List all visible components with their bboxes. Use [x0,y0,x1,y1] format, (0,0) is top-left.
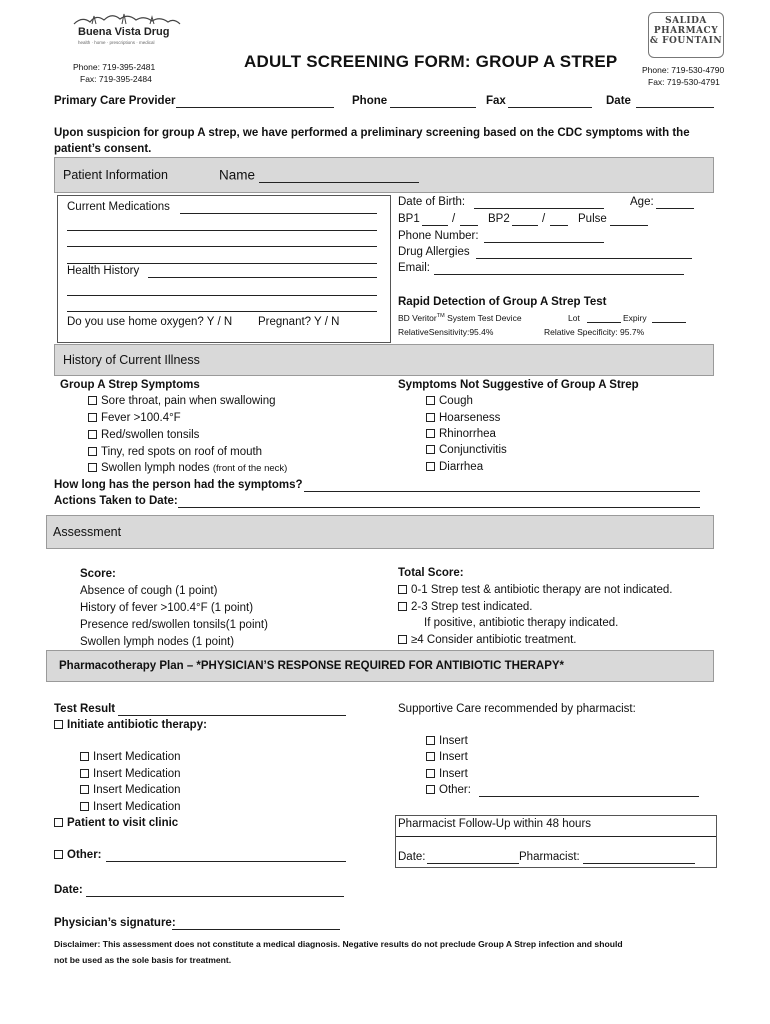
right-logo-line-1: SALIDA [665,16,707,26]
followup-divider [396,836,716,837]
medication-option[interactable]: Insert Medication [80,801,181,813]
medication-option[interactable]: Insert Medication [80,768,181,780]
score-item: Absence of cough (1 point) [80,585,218,597]
actions-field[interactable] [178,507,700,508]
duration-field[interactable] [304,491,700,492]
medications-field-3[interactable] [67,246,377,247]
page-title: ADULT SCREENING FORM: GROUP A STREP [244,52,618,71]
checkbox[interactable] [426,752,435,761]
specificity-text: Relative Specificity: 95.7% [544,327,645,337]
checkbox[interactable] [426,785,435,794]
score-item: Swollen lymph nodes (1 point) [80,636,235,648]
expiry-field[interactable] [652,322,686,323]
supportive-other-option[interactable]: Other: [426,784,471,796]
bp1-slash: / [452,213,456,225]
checkbox[interactable] [426,396,435,405]
bp1-systolic-field[interactable] [422,225,448,226]
not-suggestive-item[interactable]: Hoarseness [426,412,500,424]
checkbox[interactable] [398,585,407,594]
group-a-item[interactable]: Tiny, red spots on roof of mouth [88,446,262,458]
patient-name-label: Name [219,167,256,183]
left-phone: Phone: 719-395-2481 [73,62,156,72]
followup-pharmacist-label: Pharmacist: [519,851,580,863]
health-history-label: Health History [67,265,140,277]
patient-name-field[interactable] [259,182,419,183]
supportive-option[interactable]: Insert [426,768,468,780]
medication-option[interactable]: Insert Medication [80,784,181,796]
supportive-other-field[interactable] [479,796,699,797]
medication-option[interactable]: Insert Medication [80,751,181,763]
other-plan-option[interactable]: Other: [54,849,102,861]
assessment-bar [46,515,714,549]
right-phone: Phone: 719-530-4790 [642,65,725,75]
total-score-indent-note: If positive, antibiotic therapy indicated. [424,617,619,629]
actions-label: Actions Taken to Date: [54,495,178,507]
pharmacotherapy-label: Pharmacotherapy Plan – *PHYSICIAN’S RESPONSE REQUIRED FOR ANTIBIOTIC THERAPY* [59,660,565,672]
checkbox[interactable] [88,396,97,405]
visit-clinic-option[interactable]: Patient to visit clinic [54,817,178,829]
drug-allergies-field[interactable] [476,258,692,259]
checkbox[interactable] [54,720,63,729]
right-fax: Fax: 719-530-4791 [648,77,720,87]
checkbox[interactable] [426,462,435,471]
expiry-label: Expiry [623,313,647,323]
right-logo-line-3: & FOUNTAIN [649,36,723,46]
drug-allergies-label: Drug Allergies [398,246,470,258]
provider-phone-label: Phone [352,95,388,107]
intro-line-2: patient’s consent. [54,143,152,155]
checkbox[interactable] [80,802,89,811]
total-score-option[interactable]: ≥4 Consider antibiotic treatment. [398,634,576,646]
left-logo-subtext: health · home · prescriptions · medical [78,40,155,45]
physician-signature-label: Physician’s signature: [54,917,176,929]
tree-line-icon [72,10,182,26]
followup-title: Pharmacist Follow-Up within 48 hours [398,818,592,830]
medications-field-4[interactable] [67,263,377,264]
current-medications-label: Current Medications [67,201,170,213]
total-score-option[interactable]: 2-3 Strep test indicated. [398,601,532,613]
pulse-field[interactable] [610,225,648,226]
age-label: Age: [630,196,654,208]
checkbox[interactable] [88,430,97,439]
provider-phone-field[interactable] [390,107,476,108]
checkbox[interactable] [88,447,97,456]
disclaimer-line-2: not be used as the sole basis for treatment. [54,955,232,965]
test-result-label: Test Result [54,703,116,715]
checkbox[interactable] [426,445,435,454]
intro-line-1: Upon suspicion for group A strep, we have performed a preliminary screening based on the CDC symptoms with the [54,127,690,139]
home-oxygen-question[interactable]: Do you use home oxygen? Y / N [67,316,233,328]
physician-signature-field[interactable] [172,929,340,930]
checkbox[interactable] [80,752,89,761]
lymph-note: (front of the neck) [212,463,288,474]
pregnant-question[interactable]: Pregnant? Y / N [258,316,340,328]
checkbox[interactable] [426,769,435,778]
checkbox[interactable] [54,850,63,859]
medications-field-1[interactable] [180,213,377,214]
checkbox[interactable] [88,463,97,472]
checkbox[interactable] [426,429,435,438]
group-a-item[interactable]: Sore throat, pain when swallowing [88,395,276,407]
patient-info-label: Patient Information [63,168,168,182]
not-suggestive-item[interactable]: Conjunctivitis [426,444,507,456]
pharmacotherapy-bar [46,650,714,682]
not-suggestive-title: Symptoms Not Suggestive of Group A Strep [398,379,639,391]
history-bar [54,344,714,376]
device-tm: TM [436,313,445,320]
footer-date-label: Date: [54,884,83,896]
health-history-field-1[interactable] [148,277,377,278]
sensitivity-text: RelativeSensitivity:95.4% [398,327,494,337]
pcp-label: Primary Care Provider [54,95,176,107]
checkbox[interactable] [54,818,63,827]
not-suggestive-item[interactable]: Cough [426,395,473,407]
device-prefix: BD Veritor [398,313,437,323]
phone-number-field[interactable] [484,242,604,243]
not-suggestive-item[interactable]: Rhinorrhea [426,428,496,440]
checkbox[interactable] [80,785,89,794]
followup-date-field[interactable] [427,863,519,864]
total-score-option[interactable]: 0-1 Strep test & antibiotic therapy are not indicated. [398,584,672,596]
history-label: History of Current Illness [63,353,200,367]
bp1-diastolic-field[interactable] [460,225,478,226]
bp2-label: BP2 [488,213,510,225]
provider-fax-field[interactable] [508,107,592,108]
group-a-item[interactable]: Fever >100.4°F [88,412,181,424]
provider-fax-label: Fax [486,95,506,107]
disclaimer-line-1: Disclaimer: This assessment does not constitute a medical diagnosis. Negative results do not preclude Group A Strep infection and should [54,939,623,949]
other-plan-field[interactable] [106,861,346,862]
age-field[interactable] [656,208,694,209]
right-logo-line-2: PHARMACY [653,26,719,36]
initiate-antibiotic[interactable]: Initiate antibiotic therapy: [54,719,207,731]
assessment-label: Assessment [53,525,122,539]
provider-date-field[interactable] [636,107,714,108]
left-fax: Fax: 719-395-2484 [80,74,152,84]
checkbox[interactable] [426,736,435,745]
total-score-title: Total Score: [398,567,464,579]
score-title: Score: [80,568,116,580]
checkbox[interactable] [88,413,97,422]
checkbox[interactable] [80,769,89,778]
dob-field[interactable] [474,208,604,209]
group-a-item[interactable]: Red/swollen tonsils [88,429,199,441]
bp2-slash: / [542,213,546,225]
bp2-systolic-field[interactable] [512,225,538,226]
test-result-field[interactable] [118,715,346,716]
group-a-item[interactable]: Swollen lymph nodes (front of the neck) [88,462,287,474]
score-item: History of fever >100.4°F (1 point) [80,602,254,614]
patient-info-bar [54,157,714,193]
group-a-title: Group A Strep Symptoms [60,379,200,391]
health-history-field-2[interactable] [67,295,377,296]
checkbox[interactable] [398,635,407,644]
buena-vista-drug-logo [72,10,182,50]
device-suffix: System Test Device [444,313,522,323]
salida-pharmacy-logo [648,12,724,58]
duration-question: How long has the person had the symptoms? [54,479,303,491]
footer-date-field[interactable] [86,896,344,897]
health-history-field-3[interactable] [67,311,377,312]
bp2-diastolic-field[interactable] [550,225,568,226]
supportive-option[interactable]: Insert [426,751,468,763]
phone-number-label: Phone Number: [398,230,479,242]
supportive-care-label: Supportive Care recommended by pharmacist: [398,703,636,715]
pulse-label: Pulse [578,213,607,225]
pcp-field[interactable] [176,107,334,108]
provider-date-label: Date [606,95,631,107]
left-logo-text: Buena Vista Drug [78,26,170,38]
lot-label: Lot [568,313,580,323]
dob-label: Date of Birth: [398,196,466,208]
followup-pharmacist-field[interactable] [583,863,695,864]
email-label: Email: [398,262,430,274]
checkbox[interactable] [398,602,407,611]
email-field[interactable] [434,274,684,275]
medications-field-2[interactable] [67,230,377,231]
followup-date-label: Date: [398,851,426,863]
not-suggestive-item[interactable]: Diarrhea [426,461,483,473]
score-item: Presence red/swollen tonsils(1 point) [80,619,268,631]
test-device-line [398,313,522,323]
bp1-label: BP1 [398,213,420,225]
supportive-option[interactable]: Insert [426,735,468,747]
lot-field[interactable] [587,322,621,323]
checkbox[interactable] [426,413,435,422]
rapid-test-title: Rapid Detection of Group A Strep Test [398,296,607,308]
